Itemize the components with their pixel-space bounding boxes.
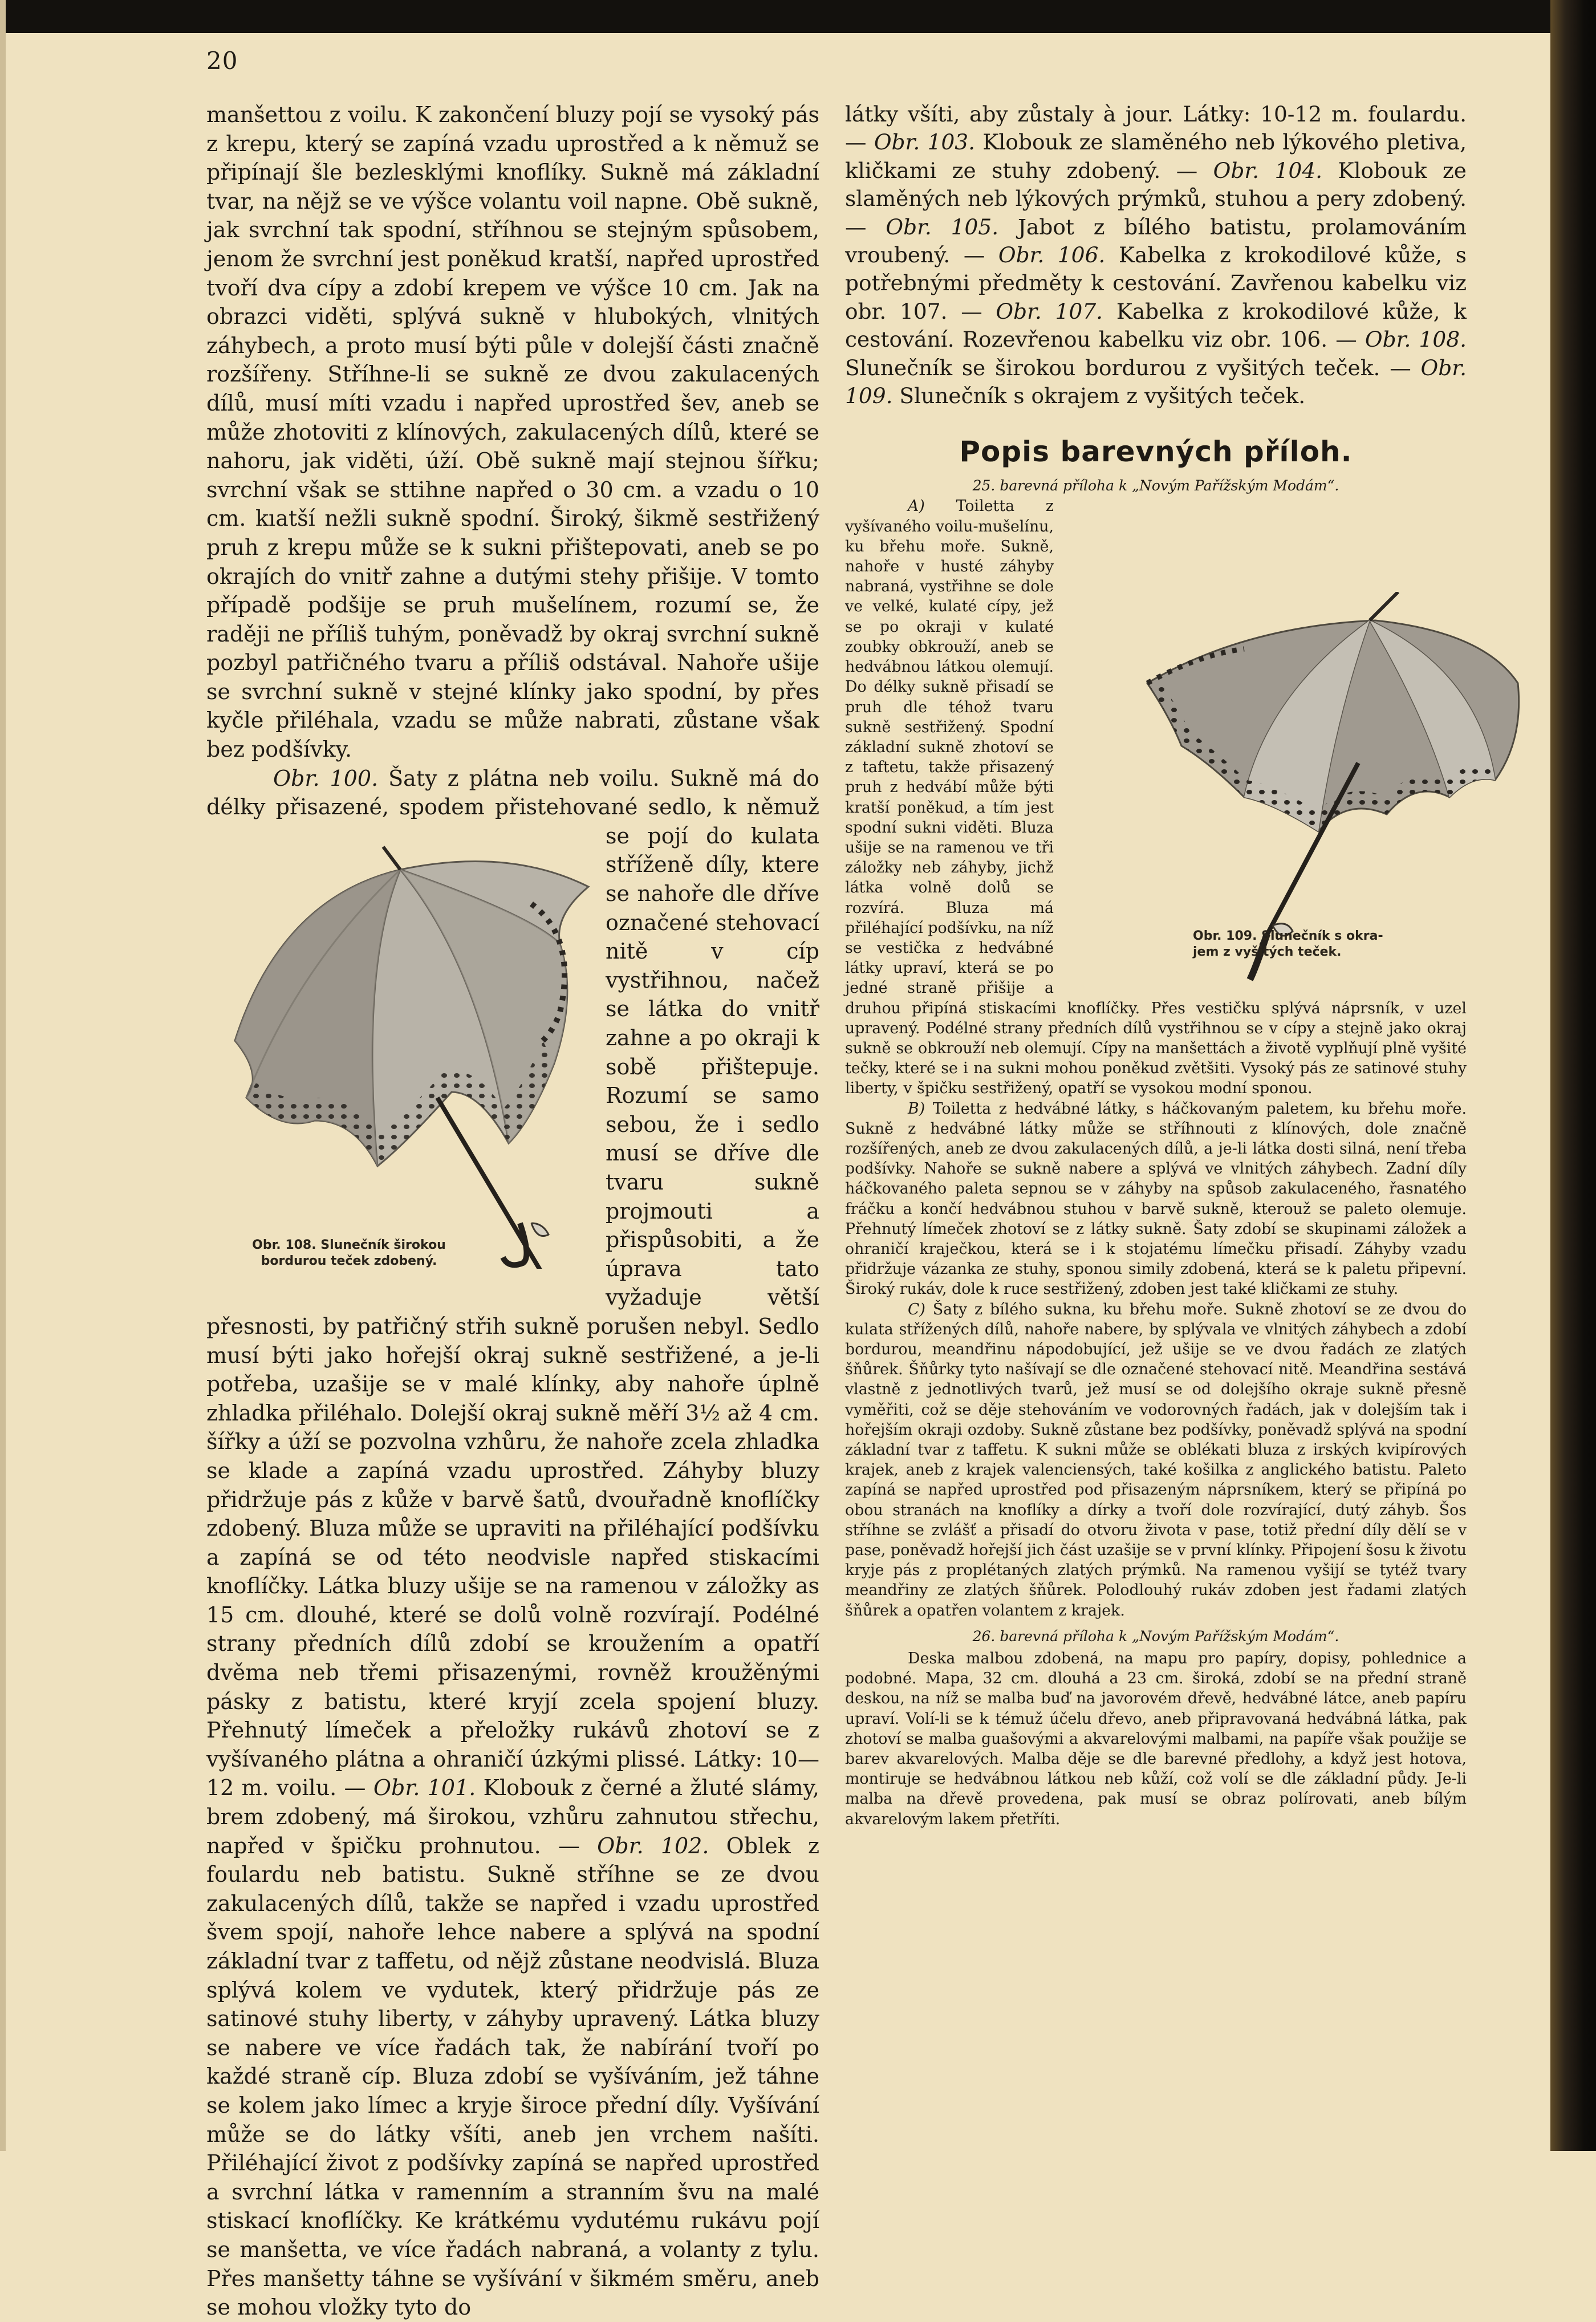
- figure-ref-107: Obr. 107.: [996, 298, 1103, 324]
- section-heading: Popis barevných příloh.: [959, 435, 1353, 469]
- figure-ref-101: Obr. 101.: [373, 1775, 476, 1801]
- colour-plates-description: [845, 496, 1467, 1829]
- subheading-25: 25. barevná příloha k „Novým Pařížským Modám“.: [972, 477, 1339, 494]
- paragraph-b-label: B): [908, 1099, 925, 1118]
- figure-ref-102: Obr. 102.: [597, 1833, 709, 1858]
- paragraph-a-label: A): [908, 497, 925, 515]
- paragraph-c-label: C): [908, 1300, 925, 1318]
- figure-109-caption: Obr. 109. Slunečník s okra- jem z vyšitých teček.: [1193, 929, 1383, 960]
- paragraph-a-text: Toiletta z vyšívaného voilu-mušelínu, ku břehu moře. Sukně, nahoře v husté záhyby nabraná, vystřihne se dole ve velké, kulaté cípy, jež se po okraji v kulaté zoubky obkrouží, aneb se hedvábnou látkou olemují. Do délky sukně přisadí se pruh dle téhož tvaru sukně sestřižený. Spodní základní sukně zhotoví se z taftetu, takže přisazený pruh z hedvábí může býti kratší poněkud, a tím jest spodní sukni viděti. Bluza ušije se na ramenou ve tři záložky neb záhyby, jichž látka volně dolů se rozvírá. Bluza má přiléhající podšívku, na níž se vestička z hedvábné látky upraví, která se po jedné straně přišije a druhou připíná stiskacími knoflíčky. Přes vestičku splývá náprsník, v uzel upravený. Podélné strany předních dílů vystřihnou se v cípy a stejně jako okraj sukně se obkrouží neb olemují. Cípy na manšettách a životě vyplňují plně vyšité tečky, které se i na sukni mohou poněkud zvětšiti. Vysoký pás ze satinové stuhy liberty, v špičku sestřižený, opatří se vysokou modní sponou.: [845, 497, 1467, 1098]
- right-column: [845, 100, 1467, 1829]
- figure-ref-109: Obr. 109.: [845, 355, 1467, 409]
- left-paragraph-2-text-a: Šaty z plátna neb voilu. Sukně má do délky přisazené, spodem přistehované sedlo, k němuž se pojí do kulata stříženě díly, ktere se nahoře dle dříve označené stehovací nitě v cíp vystřihnou, načež se látka do vnitř zahne a po okraji k sobě přištepuje. Rozumí se samo sebou, že i sedlo musí se dříve dle tvaru sukně projmouti a přispůsobiti, a že úprava tato vyžaduje větší přesnosti, by patřičný střih sukně porušen nebyl. Sedlo musí býti jako hořejší okraj sukně sestřižené, a je-li potřeba, uzašije se v malé klínky, aby nahoře úplně zhladka přiléhalo. Dolejší okraj sukně měří 3½ až 4 cm. šířky a úží se pozvolna vzhůru, že nahoře zcela zhladka se klade a zapíná vzadu uprostřed. Záhyby bluzy přidržuje pás z kůže v barvě šatů, dvouřadně knoflíčky zdobený. Bluza může se upraviti na přiléhající podšívku a zapíná se od této neodvisle napřed stiskacími knoflíčky. Látka bluzy ušije se na ramenou v záložky as 15 cm. dlouhé, které se dolů volně rozvírají. Podélné strany předních dílů zdobí se kroužením a opatří dvěma neb třemi přisazenými, rovněž kroužěnými pásky z batistu, které kryjí zcela spojení bluzy. Přehnutý límeček a přeložky rukávů zhotoví se z vyšívaného plátna a ohraničí úzkými plissé. Látky: 10—12 m. voilu. —: [206, 765, 820, 1801]
- figure-ref-105: Obr. 105.: [886, 214, 999, 239]
- umbrella-109-illustration: [1130, 592, 1529, 985]
- figure-108-caption: Obr. 108. Slunečník širokou bordurou teček zdobený.: [252, 1238, 446, 1268]
- umbrella-108-illustration: [212, 824, 611, 1269]
- figure-108: [212, 824, 611, 1269]
- left-paragraph-2-text-c: Oblek z foulardu neb batistu. Sukně stříhne se ze dvou zakulacených dílů, takže se napřed i vzadu uprostřed švem spojí, nahoře lehce nabere a splývá na spodní základní tvar z taffetu, od nějž zůstane neodvislá. Bluza splývá kolem ve vydutek, který přidržuje pás ze satinové stuhy liberty, v záhyby upravený. Látka bluzy se nabere ve více řadách tak, že nabírání tvoří po každé straně cíp. Bluza zdobí se vyšíváním, jež táhne se kolem jako límec a kryje široce přední díly. Vyšívání může se do látky všíti, aneb jen vrchem našíti. Přiléhající život z podšívky zapíná se napřed uprostřed a svrchní látka v ramenním a stranním švu na malé stiskací knoflíčky. Ke krátkému vydutému rukávu pojí se manšetta, ve více řadách nabraná, a volanty z tylu. Přes manšetty táhne se vyšívání v šikmém směru, aneb se mohou vložky tyto do: [206, 1833, 819, 2320]
- figure-ref-108: Obr. 108.: [1364, 327, 1467, 352]
- figure-ref-104: Obr. 104.: [1213, 157, 1323, 183]
- figure-ref-100: Obr. 100.: [273, 765, 379, 791]
- right-lead-paragraph: látky všíti, aby zůstaly à jour. Látky: 10-12 m. foulardu. — Obr. 103. Klobouk ze slaměného neb lýkového pletiva, kličkami ze stuhy zdobený. — Obr. 104. Klobouk ze slaměných neb lýkových prýmků, stuhou a pery zdobený. — Obr. 105. Jabot z bílého batistu, prolamováním vroubený. — Obr. 106. Kabelka z krokodilové kůže, s potřebnými předměty k cestování. Zavřenou kabelku viz obr. 107. — Obr. 107. Kabelka z krokodilové kůže, k cestování. Rozevřenou kabelku viz obr. 106. — Obr. 108. Slunečník se širokou bordurou z vyšitých teček. — Obr. 109. Slunečník s okrajem z vyšitých teček.: [845, 102, 1467, 409]
- figure-ref-103: Obr. 103.: [874, 129, 976, 155]
- scan-left-edge: [0, 0, 6, 2151]
- paragraph-b: [845, 1099, 1467, 1300]
- paragraph-26: Deska malbou zdobená, na mapu pro papíry, dopisy, pohlednice a podobné. Mapa, 32 cm. dlouhá a 23 cm. široká, zdobí se na přední straně deskou, na níž se malba buď na javorovém dřevě, hedvábné látce, aneb papíru upraví. Volí-li se k témuž účelu dřevo, aneb připravovaná hedvábná látka, pak zhotoví se malba guašovými a akvarelovými malbami, na papíře však použije se barev akvarelových. Malba děje se dle barevné předlohy, a když jest hotova, montiruje se hedvábnou látkou neb kůží, což volí se dle základní půdy. Je-li malba na dřevě provedena, pak musí se obraz polírovati, aneb bílým akvarelovým lakem přetříti.: [845, 1650, 1467, 1828]
- paragraph-a: [845, 496, 1467, 1098]
- figure-109: [1067, 592, 1467, 985]
- subheading-26: 26. barevná příloha k „Novým Pařížským Modám“.: [972, 1627, 1339, 1645]
- page-number: 20: [206, 47, 238, 75]
- scan-top-edge: [0, 0, 1596, 33]
- left-paragraph-2-text-b: Klobouk z černé a žluté slámy, brem zdobený, má širokou, vzhůru zahnutou střechu, napřed v špičku prohnutou. —: [206, 1775, 819, 1858]
- left-paragraph-1: manšettou z voilu. K zakončení bluzy pojí se vysoký pás z krepu, který se zapíná vzadu uprostřed a k němuž se připínají šle bezlesklými knoflíky. Sukně má základní tvar, na nějž se ve výšce volantu voil napne. Obě sukně, jak svrchní tak spodní, stříhnou se stejným spůsobem, jenom že svrchní jest poněkud kratší, napřed uprostřed tvoří dva cípy a zdobí krepem ve výšce 10 cm. Jak na obrazci viděti, splývá sukně v hlubokých, vlnitých záhybech, a proto musí býti půle v dolejší části značně rozšířeny. Stříhne-li se sukně ze dvou zakulacených dílů, musí míti vzadu i napřed uprostřed šev, aneb se může zhotoviti z klínových, zakulacených dílů, které se nahoru, jak viděti, úží. Obě sukně mají stejnou šířku; svrchní však se sttihne napřed o 30 cm. a vzadu o 10 cm. kıatší nežli sukně spodní. Široký, šikmě sestřižený pruh z krepu může se k sukni přištepovati, aneb se po okrajích do vnitř zahne a dutými stehy přišije. V tomto případě podšije se pruh mušelínem, rozumí se, že raději ne příliš tuhým, poněvadž by okraj svrchní sukně pozbyl patřičného tvaru a příliš odstával. Nahoře ušije se svrchní sukně v stejné klínky jako spodní, by přes kyčle přiléhala, vzadu se může nabrati, zůstane však bez podšívky.: [206, 102, 819, 762]
- scan-right-edge: [1550, 0, 1596, 2151]
- figure-ref-106: Obr. 106.: [998, 242, 1106, 268]
- umbrella-tip: [383, 847, 400, 870]
- paragraph-b-text: Toiletta z hedvábné látky, s háčkovaným paletem, ku břehu moře. Sukně z hedvábné látky může se stříhnouti z klínových, dole značně rozšířených, aneb ze dvou zakulacených dílů, a je-li látka dosti silná, není třeba podšívky. Nahoře se sukně nabere a splývá ve vlnitých záhybech. Zadní díly háčkovaného paleta sepnou se v záhyby na spůsob zakulaceného, řasnatého fráčku a končí hedvábnou stuhou v barvě sukně, kterouž se paleto olemuje. Přehnutý límeček zhotoví se z látky sukně. Šaty zdobí se skupinami záložek a ohraničí kraječkou, která se i k stojatému límečku přisadí. Záhyby vzadu přidržuje vázanka ze stuhy, sponou simily zdobená, která se k paletu připevní. Široký rukáv, dole k ruce sestřižený, zdoben jest také kličkami ze stuhy.: [845, 1099, 1467, 1298]
- paragraph-c-text: Šaty z bílého sukna, ku břehu moře. Sukně zhotoví se ze dvou do kulata střížených dílů, nahoře nabere, by splývala ve vlnitých záhybech a zdobí bordurou, meandřinu nápodobující, jež ušije se ve dvou řadách ze zlatých šňůrek. Šňůrky tyto našívají se dle označené stehovací nitě. Meandřina sestává vlastně z jednotlivých tvarů, jež musí se od dolejšího okraje sukně přesně vyměřiti, což se děje stehováním ve vodorovných řadách, jak v dolejším tak i hořejším okraji ozdoby. Sukně zůstane bez podšívky, poněvadž splývá na spodní základní tvar z taffetu. K sukni může se oblékati bluza z irských kvipírových krajek, aneb z krajek valenciensých, také košilka z anglického batistu. Paleto zapíná se napřed uprostřed pod přisazeným náprsníkem, který se připíná po obou stranách na knoflíky a dírky a tvoří dole rozvírající, dutý záhyb. Šos stříhne se zvlášť a přisadí do otvoru života v pase, totiž přední díly dělí se v pase, poněvadž hořejší jich část uzašije se v první klínky. Připojení šosu k životu kryje pás z proplétaných zlatých prýmků. Na ramenou vyšijí se tytéž tvary meandřiny ze zlatých šňůrek. Polodlouhý rukáv zdoben jest řadami zlatých šňůrek a opatřen volantem z krajek.: [845, 1300, 1467, 1619]
- paragraph-c: [845, 1300, 1467, 1621]
